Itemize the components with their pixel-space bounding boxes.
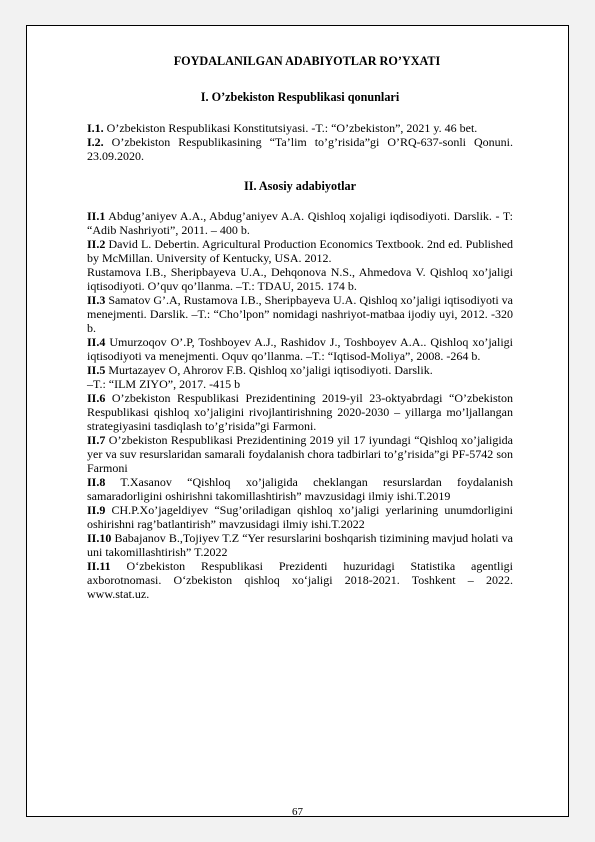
entry-number: II.4 — [87, 335, 106, 349]
list-item — [87, 377, 513, 391]
list-item — [87, 391, 513, 433]
list-item — [87, 363, 513, 377]
literature-list — [87, 209, 513, 601]
entry-number: II.2 — [87, 237, 106, 251]
entry-text: O’zbekiston Respublikasining “Ta’lim to’g’risida”gi O’RQ-637-sonli Qonuni. 23.09.2020. — [87, 135, 513, 163]
list-item — [87, 503, 513, 531]
list-item — [87, 209, 513, 237]
entry-number: II.7 — [87, 433, 106, 447]
laws-list — [87, 121, 513, 163]
list-item — [87, 293, 513, 335]
entry-text: Abdug’aniyev A.A., Abdug’aniyev A.A. Qishloq xojaligi iqdisodiyoti. Darslik. - T: “Adib Nashriyoti”, 2011. – 400 b. — [87, 209, 513, 237]
entry-text: O‘zbekiston Respublikasi Prezidenti huzuridagi Statistika agentligi axborotnomasi. O‘zbekiston qishloq xo‘jaligi 2018-2021. Toshkent – 2022. www.stat.uz. — [87, 559, 513, 601]
list-item — [87, 135, 513, 163]
list-item — [87, 237, 513, 265]
list-item — [87, 475, 513, 503]
document-page — [26, 25, 569, 817]
entry-number: II.6 — [87, 391, 106, 405]
list-item — [87, 433, 513, 475]
page-number: 67 — [292, 806, 303, 818]
entry-text: Murtazayev O, Ahrorov F.B. Qishloq xo’jaligi iqtisodiyoti. Darslik. — [105, 363, 433, 377]
entry-number: II.5 — [87, 363, 106, 377]
entry-text: David L. Debertin. Agricultural Production Economics Textbook. 2nd ed. Published by McMillan. University of Kentucky, USA. 2012. — [87, 237, 513, 265]
entry-number: I.2. — [87, 135, 104, 149]
entry-text: O’zbekiston Respublikasi Prezidentining 2019-yil 23-oktyabrdagi “O’zbekiston Respublikasi qishloq xo’jaligini rivojlantirishning 2020-2030 – yillarga mo’ljallangan strategiyasini tasdiqlash to’g’risida”gi Farmoni. — [87, 391, 513, 433]
entry-text: T.Xasanov “Qishloq xo’jaligida cheklangan resurslardan foydalanish samaradorligini oshirishni takomillashtirish” mavzusidagi ilmiy ishi.T.2019 — [87, 475, 513, 503]
entry-text: O’zbekiston Respublikasi Prezidentining 2019 yil 17 iyundagi “Qishloq xo’jaligida yer va suv resurslaridan samarali foydalanish chora tadbirlari to’g’risida”gi PF-5742 son Farmoni — [87, 433, 513, 475]
list-item — [87, 265, 513, 293]
section-heading-laws: I. O’zbekiston Respublikasi qonunlari — [200, 90, 400, 104]
entry-text: O’zbekiston Respublikasi Konstitutsiyasi. -T.: “O’zbekiston”, 2021 y. 46 bet. — [103, 121, 478, 135]
entry-number: II.1 — [87, 209, 106, 223]
entry-text: Samatov G’.A, Rustamova I.B., Sheripbayeva U.A. Qishloq xo’jaligi iqtisodiyoti va menejmenti. Darslik. –T.: “Cho’lpon” nomidagi nashriyot-matbaa ijodiy uyi, 2012. -320 b. — [87, 293, 513, 335]
entry-text: –T.: “ILM ZIYO”, 2017. -415 b — [87, 377, 241, 391]
entry-number: I.1. — [87, 121, 104, 135]
entry-number: II.10 — [87, 531, 112, 545]
entry-number: II.11 — [87, 559, 111, 573]
list-item — [87, 121, 513, 135]
entry-number: II.3 — [87, 293, 106, 307]
entry-text: Rustamova I.B., Sheripbayeva U.A., Dehqonova N.S., Ahmedova V. Qishloq xo’jaligi iqtisodiyoti. O’quv qo’llanma. –T.: TDAU, 2015. 174 b. — [87, 265, 513, 293]
section-heading-literature: II. Asosiy adabiyotlar — [243, 179, 357, 193]
entry-number: II.9 — [87, 503, 106, 517]
entry-text: CH.P.Xo’jageldiyev “Sug’oriladigan qishloq xo’jaligi yerlarining unumdorligini oshirishni rag’batlantirish” mavzusidagi ilmiy ishi.T.2022 — [87, 503, 513, 531]
list-item — [87, 531, 513, 559]
document-content — [87, 54, 513, 601]
page-title: FOYDALANILGAN ADABIYOTLAR RO’YXATI — [173, 54, 441, 68]
entry-text: Umurzoqov O’.P, Toshboyev A.J., Rashidov J., Toshboyev A.A.. Qishloq xo’jaligi iqtisodiyoti va menejmenti. Oquv qo’llanma. –T.: “Iqtisod-Moliya”, 2008. -264 b. — [87, 335, 513, 363]
entry-number: II.8 — [87, 475, 106, 489]
list-item — [87, 335, 513, 363]
entry-text: Babajanov B.,Tojiyev T.Z “Yer resurslarini boshqarish tizimining mavjud holati va uni takomillashtirish” T.2022 — [87, 531, 513, 559]
list-item — [87, 559, 513, 601]
